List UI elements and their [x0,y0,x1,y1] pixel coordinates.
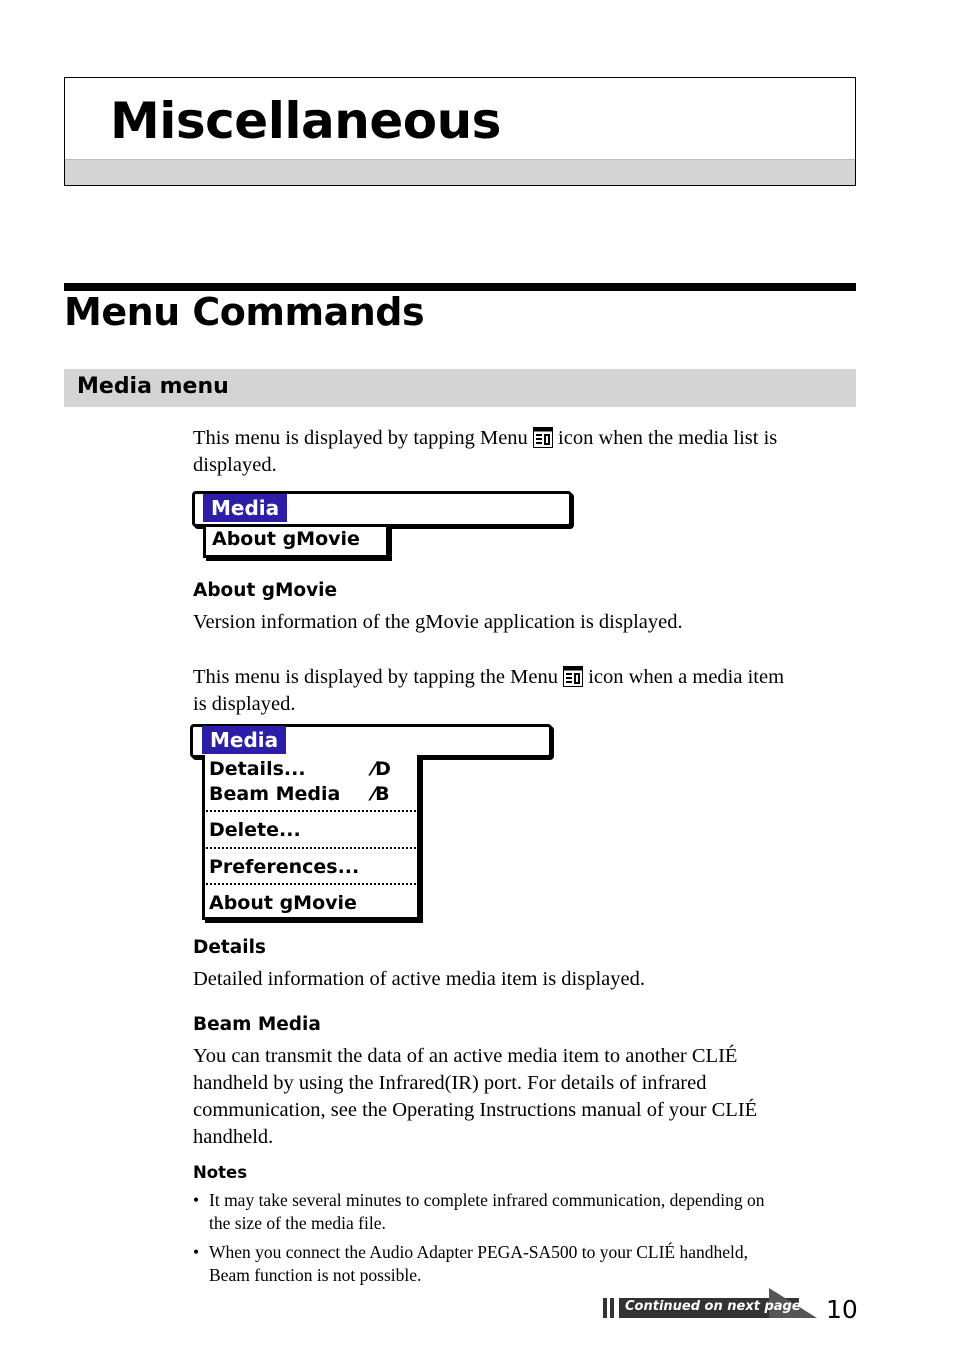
note-1-line-2: the size of the media file. [209,1213,386,1233]
note-2-line-2: Beam function is not possible. [209,1265,422,1285]
beam-heading: Beam Media [193,1014,321,1035]
beam-line-2: handheld by using the Infrared(IR) port. For details of infrared [193,1072,707,1094]
about-text: Version information of the gMovie application is displayed. [193,611,683,633]
note-2-line-1: When you connect the Audio Adapter PEGA-SA500 to your CLIÉ handheld, [209,1242,748,1262]
beam-line-1: You can transmit the data of an active media item to another CLIÉ [193,1045,738,1067]
chapter-title: Miscellaneous [110,92,501,150]
beam-line-4: handheld. [193,1126,274,1148]
beam-line-3: communication, see the Operating Instructions manual of your CLIÉ [193,1099,758,1121]
details-shortcut: ⁄D [372,758,391,780]
subsection-band [64,369,856,407]
details-text: Detailed information of active media item is displayed. [193,968,646,990]
intro2-text: This menu is displayed by tapping the Menu [193,666,558,688]
intro-paragraph-2 [193,664,853,718]
intro1-text-after: icon when the media list is [558,427,778,449]
menu-separator [206,847,416,849]
section-title: Menu Commands [64,290,425,334]
intro1-line2: displayed. [193,454,277,476]
menu-item-about-gmovie[interactable]: About gMovie [209,892,357,914]
menu-item-details[interactable]: Details... [209,758,306,780]
intro-paragraph-1 [193,425,853,479]
media-list-menu [192,491,576,557]
continued-label: Continued on next page [625,1299,801,1314]
bullet: • [193,1190,200,1210]
note-1-line-1: It may take several minutes to complete infrared communication, depending on [209,1190,765,1210]
menu-separator [206,810,416,812]
menu-item-about-gmovie[interactable]: About gMovie [212,528,360,550]
intro2-text-after: icon when a media item [588,666,785,688]
note-item [193,1189,874,1235]
menu-item-preferences[interactable]: Preferences... [209,856,360,878]
beam-text [193,1043,853,1151]
media-item-menu [190,724,556,922]
beam-shortcut: ⁄B [372,783,390,805]
details-heading: Details [193,937,266,958]
chapter-header-band [65,159,855,185]
menu-bar-media[interactable]: Media [203,494,287,522]
about-heading: About gMovie [193,580,338,601]
bullet: • [193,1242,200,1262]
menu-item-delete[interactable]: Delete... [209,819,301,841]
banner-strip [603,1298,607,1318]
intro2-line2: is displayed. [193,693,296,715]
menu-icon [533,427,553,448]
menu-item-beam-media[interactable]: Beam Media [209,783,341,805]
page-number: 10 [826,1295,858,1324]
note-item [193,1241,874,1287]
menu-separator [206,883,416,885]
subsection-title: Media menu [77,374,229,399]
notes-heading: Notes [193,1163,248,1182]
intro1-text: This menu is displayed by tapping Menu [193,427,528,449]
menu-bar-media[interactable]: Media [202,726,286,754]
continued-banner [603,1290,818,1318]
menu-icon [563,666,583,687]
chapter-header [64,77,856,186]
banner-strip [610,1298,614,1318]
